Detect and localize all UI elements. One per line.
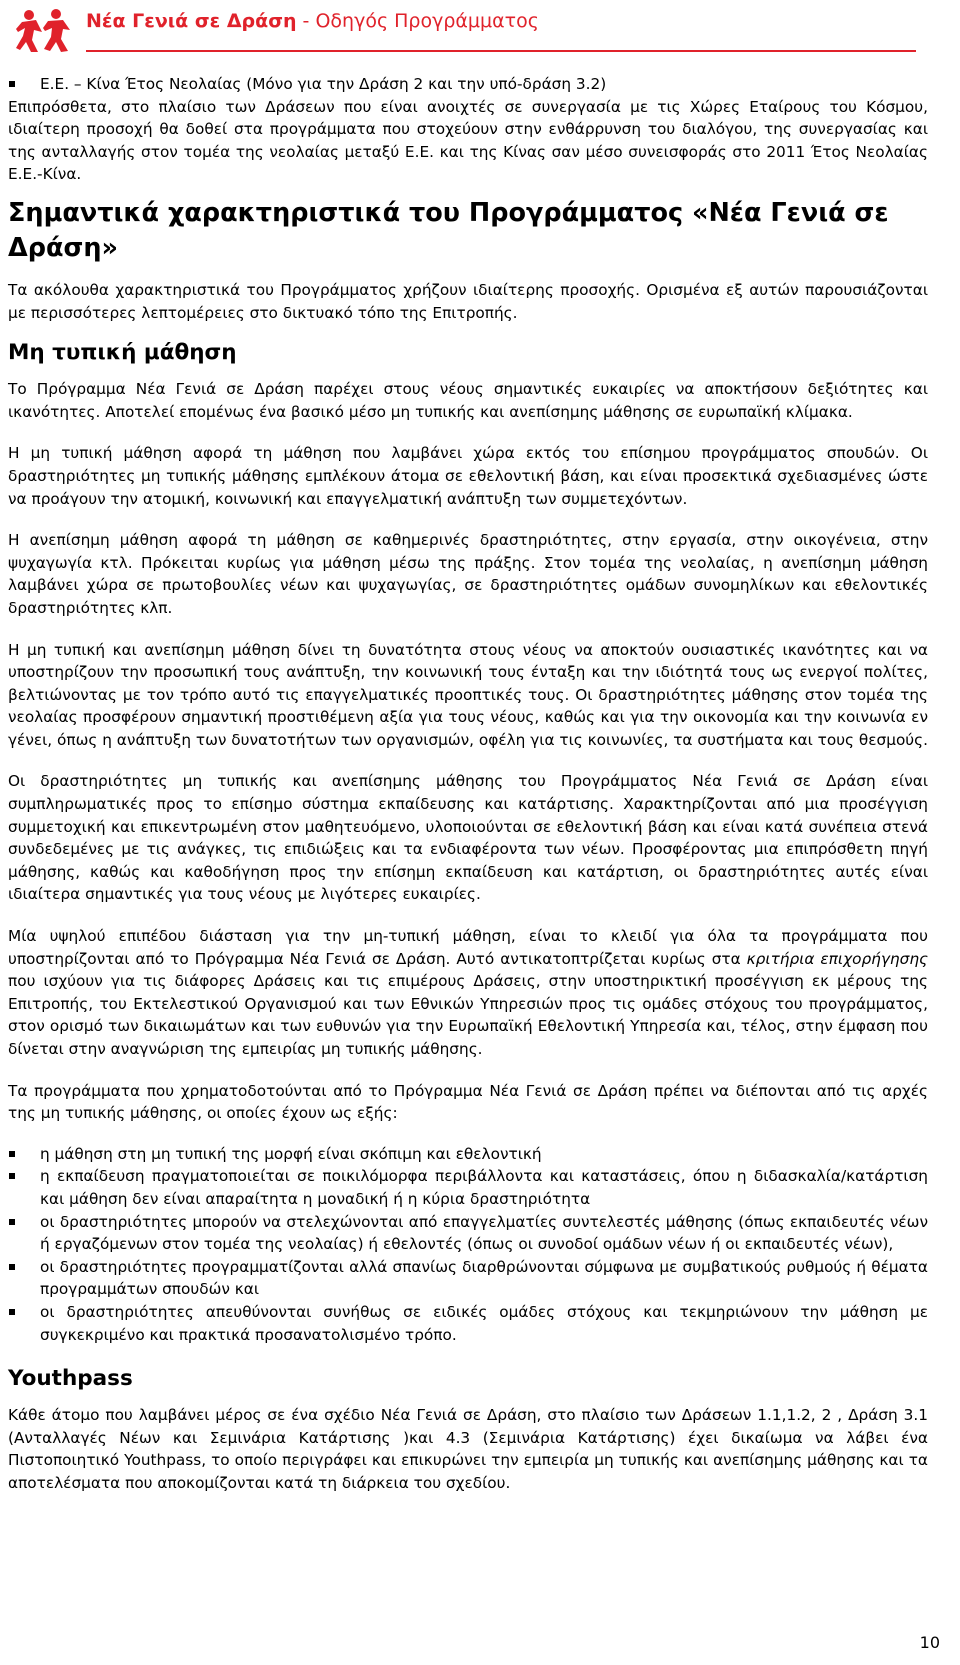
square-bullet-icon bbox=[9, 1219, 15, 1225]
paragraph: Η ανεπίσημη μάθηση αφορά τη μάθηση σε καθημερινές δραστηριότητες, στην εργασία, στην οικογένεια, στην ψυχαγωγία κτλ. Πρόκειται κυρίως για μάθηση μέσω της πράξης. Στον τομέα της νεολαίας, η ανεπίσημη μάθηση λαμβάνει χώρα σε πρωτοβουλίες νέων και ψυχαγωγίας, σε δραστηριότητες ομάδων συνομηλίκων και εθελοντικές δραστηριότητες κλπ. bbox=[8, 531, 928, 617]
header-divider bbox=[86, 50, 916, 52]
square-bullet-icon bbox=[9, 81, 15, 87]
emphasis-text: κριτήρια επιχορήγησης bbox=[746, 949, 928, 968]
paragraph bbox=[8, 925, 928, 1061]
list-item bbox=[8, 1165, 928, 1210]
top-bullet-paragraph: Επιπρόσθετα, στο πλαίσιο των Δράσεων που είναι ανοιχτές σε συνεργασία με τις Χώρες Εταίρους του Κόσμου, ιδιαίτερη προσοχή θα δοθεί στα προγράμματα που στοχεύουν στην ενθάρρυνση του διαλόγου, της συνεργασίας και της ανταλλαγής στον τομέα της νεολαίας μεταξύ Ε.Ε. και της Κίνας σαν μέσο συνεισφοράς στο 2011 Έτος Νεολαίας Ε.Ε.-Κίνα. bbox=[8, 97, 928, 184]
document-title bbox=[86, 10, 539, 32]
top-bullet-title: Ε.Ε. – Κίνα Έτος Νεολαίας (Μόνο για την Δράση 2 και την υπό-δράση 3.2) bbox=[40, 75, 607, 93]
list-item-text: η εκπαίδευση πραγματοποιείται σε ποικιλόμορφα περιβάλλοντα και καταστάσεις, όπου η διδασκαλία/κατάρτιση και μάθηση δεν είναι απαραίτητα η μοναδική ή η κύρια δραστηριότητα bbox=[40, 1167, 928, 1208]
top-bullet-list bbox=[8, 73, 928, 96]
list-item bbox=[8, 1301, 928, 1346]
section-heading-youthpass: Youthpass bbox=[8, 1366, 133, 1392]
list-item-text: οι δραστηριότητες προγραμματίζονται αλλά σπανίως διαρθρώνονται σύμφωνα με συμβατικούς ρυθμούς ή θέματα προγραμμάτων σπουδών και bbox=[40, 1257, 928, 1299]
paragraph: Τα προγράμματα που χρηματοδοτούνται από το Πρόγραμμα Νέα Γενιά σε Δράση πρέπει να διέπονται από τις αρχές της μη τυπικής μάθησης, οι οποίες έχουν ως εξής: bbox=[8, 1081, 928, 1123]
program-name: Νέα Γενιά σε Δράση bbox=[86, 10, 297, 32]
page-number: 10 bbox=[919, 1633, 940, 1652]
paragraph: Το Πρόγραμμα Νέα Γενιά σε Δράση παρέχει στους νέους σημαντικές ευκαιρίες να αποκτήσουν δεξιότητες και ικανότητες. Αποτελεί επομένως ένα βασικό μέσο μη τυπικής και ανεπίσημης μάθησης σε ευρωπαϊκή κλίμακα. bbox=[8, 380, 928, 421]
square-bullet-icon bbox=[9, 1173, 15, 1179]
principles-list bbox=[8, 1143, 928, 1346]
paragraph: Η μη τυπική και ανεπίσημη μάθηση δίνει τη δυνατότητα στους νέους να αποκτούν ουσιαστικές ικανότητες και να υποστηρίζουν την προσωπική τους ανάπτυξη, την κοινωνική τους ένταξη και την ιδιότητά τους ως ενεργοί πολίτες, βελτιώνοντας με τον τρόπο αυτό τις επαγγελματικές προοπτικές τους. Οι δραστηριότητες μάθησης στον τομέα της νεολαίας προσφέρουν σημαντική προστιθέμενη αξία για τους νέους, καθώς και για την οικονομία και την κοινωνία εν γένει, όπως η ανάπτυξη των δυνατοτήτων των οργανισμών, οφέλη για τις κοινωνίες, τα συστήματα και τους θεσμούς. bbox=[8, 640, 929, 749]
list-item-text: η μάθηση στη μη τυπική της μορφή είναι σκόπιμη και εθελοντική bbox=[40, 1144, 542, 1163]
page-header bbox=[0, 0, 960, 58]
square-bullet-icon bbox=[9, 1264, 15, 1270]
list-item bbox=[8, 1143, 928, 1166]
paragraph: Η μη τυπική μάθηση αφορά τη μάθηση που λαμβάνει χώρα εκτός του επίσημου προγράμματος σπουδών. Οι δραστηριότητες μη τυπικής μάθησης εμπλέκουν άτομα σε εθελοντική βάση, και είναι προσεκτικά σχεδιασμένες ώστε να προάγουν την ατομική, κοινωνική και επαγγελματική ανάπτυξη των συμμετεχόντων. bbox=[8, 444, 928, 508]
paragraph: Κάθε άτομο που λαμβάνει μέρος σε ένα σχέδιο Νέα Γενιά σε Δράση, στο πλαίσιο των Δράσεων 1.1,1.2, 2 , Δράση 3.1 (Ανταλλαγές Νέων και Σεμινάρια Κατάρτισης )και 4.3 (Σεμινάρια Κατάρτισης) έχει δικαίωμα να λάβει ένα Πιστοποιητικό Youthpass, το οποίο περιγράφει και επικυρώνει την εμπειρία μη τυπικής και ανεπίσημης μάθησης και τα αποτελέσματα που αποκομίζονται κατά τη διάρκεια του σχεδίου. bbox=[8, 1406, 928, 1492]
guide-name: - Οδηγός Προγράμματος bbox=[296, 10, 539, 32]
list-item-text: οι δραστηριότητες μπορούν να στελεχώνονται από επαγγελματίες συντελεστές μάθησης (όπως εκπαιδευτές νέων ή εργαζόμενων στον τομέα της νεολαίας) ή εθελοντές (όπως οι συνοδοί ομάδων νέων ή οι εκπαιδευτές νέων), bbox=[40, 1212, 928, 1254]
section-main-intro: Τα ακόλουθα χαρακτηριστικά του Προγράμματος χρήζουν ιδιαίτερης προσοχής. Ορισμένα εξ αυτών παρουσιάζονται με περισσότερες λεπτομέρειες στο δικτυακό τόπο της Επιτροπής. bbox=[8, 280, 928, 322]
youth-in-action-logo-icon bbox=[16, 6, 78, 54]
page-content bbox=[8, 73, 928, 1495]
paragraph-text: Μία υψηλού επιπέδου διάσταση για την μη-τυπική μάθηση, είναι το κλειδί για όλα τα προγράμματα που υποστηρίζονται από το Πρόγραμμα Νέα Γενιά σε Δράση. Αυτό αντικατοπτρίζεται κυρίως στα bbox=[8, 927, 928, 968]
paragraph-text: που ισχύουν για τις διάφορες Δράσεις και τις επιμέρους Δράσεις, στην υποστηρικτική προσέγγιση εκ μέρους της Επιτροπής, του Εκτελεστικού Οργανισμού και των Εθνικών Υπηρεσιών προς τις ομάδες στόχους του προγράμματος, στον ορισμό των δικαιωμάτων και των ευθυνών για την Ευρωπαϊκή Εθελοντική Υπηρεσία και, τέλος, στην έμφαση που δίνεται στην αναγνώριση της εμπειρίας μη τυπικής μάθησης. bbox=[8, 972, 928, 1058]
list-item bbox=[8, 1256, 928, 1301]
list-item bbox=[8, 1211, 928, 1256]
square-bullet-icon bbox=[9, 1309, 15, 1315]
section-heading-nonformal: Μη τυπική μάθηση bbox=[8, 340, 237, 366]
list-item-text: οι δραστηριότητες απευθύνονται συνήθως σε ειδικές ομάδες στόχους και τεκμηριώνουν την μάθηση με συγκεκριμένο και πρακτικά προσανατολισμένο τρόπο. bbox=[40, 1302, 928, 1344]
square-bullet-icon bbox=[9, 1151, 15, 1157]
paragraph: Οι δραστηριότητες μη τυπικής και ανεπίσημης μάθησης του Προγράμματος Νέα Γενιά σε Δράση είναι συμπληρωματικές προς το επίσημο σύστημα εκπαίδευσης και κατάρτισης. Χαρακτηρίζονται από μια προσέγγιση συμμετοχική και επικεντρωμένη στον μαθητευόμενο, υλοποιούνται σε εθελοντική βάση και είναι κατά συνέπεια στενά συνδεδεμένες με τις ανάγκες, τις επιδιώξεις και τα ενδιαφέροντα των νέων. Προσφέροντας μια επιπρόσθετη πηγή μάθησης, καθώς και καθοδήγηση προς την επίσημη εκπαίδευση και κατάρτιση, οι δραστηριότητες αυτές είναι ιδιαίτερα σημαντικές για τους νέους με λιγότερες ευκαιρίες. bbox=[8, 772, 928, 904]
list-item bbox=[8, 73, 928, 96]
section-heading-main: Σημαντικά χαρακτηριστικά του Προγράμματος «Νέα Γενιά σε Δράση» bbox=[8, 197, 889, 263]
